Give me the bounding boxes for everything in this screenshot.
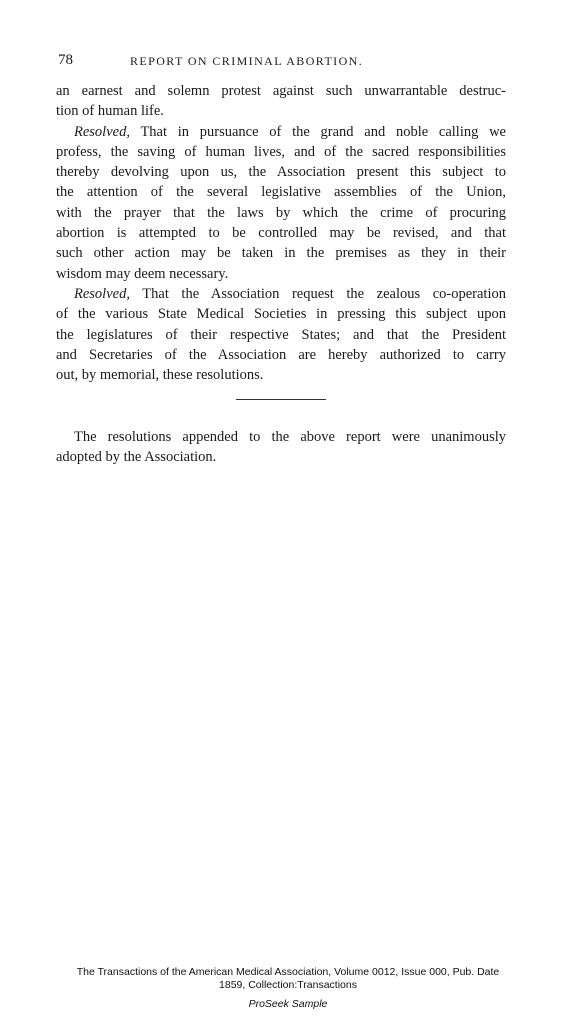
- text-fragment: That the Association request the zealous co-operation: [129, 285, 506, 302]
- text-line: with the prayer that the laws by which the crime of procuring: [56, 204, 506, 221]
- text-line: and Secretaries of the Association are hereby authorized to carry: [56, 346, 506, 363]
- text-fragment: That in pursuance of the grand and noble calling we: [129, 123, 506, 140]
- text-line: [56, 122, 506, 142]
- resolved-lead: Resolved,: [74, 285, 130, 302]
- text-line: [56, 284, 506, 304]
- text-line: of the various State Medical Societies in pressing this subject upon: [56, 306, 506, 323]
- text-line: adopted by the Association.: [56, 449, 217, 466]
- closing-paragraph: [56, 427, 506, 468]
- citation-footer: [40, 966, 536, 992]
- text-line: the legislatures of their respective States; and that the President: [56, 326, 506, 343]
- citation-line: 1859, Collection:Transactions: [219, 979, 357, 991]
- text-line: The resolutions appended to the above report were unanimously: [74, 429, 506, 445]
- text-line: thereby devolving upon us, the Association present this subject to: [56, 164, 506, 181]
- paragraph-resolution-1: [56, 122, 506, 284]
- page-header: [58, 52, 506, 72]
- report-body: [56, 81, 506, 385]
- text-line: profess, the saving of human lives, and of the sacred responsibilities: [56, 143, 506, 160]
- paragraph-protest: [56, 81, 506, 122]
- text-line: tion of human life.: [56, 103, 164, 120]
- text-line: wisdom may deem necessary.: [56, 265, 229, 282]
- sample-watermark: ProSeek Sample: [248, 998, 328, 1010]
- citation-line: The Transactions of the American Medical Association, Volume 0012, Issue 000, Pub. Date: [76, 966, 500, 978]
- text-line: abortion is attempted to be controlled may be revised, and that: [56, 225, 506, 242]
- text-line: such other action may be taken in the premises as they in their: [56, 245, 506, 262]
- text-line: out, by memorial, these resolutions.: [56, 367, 264, 384]
- paragraph-resolution-2: [56, 284, 506, 385]
- running-head: REPORT ON CRIMINAL ABORTION.: [130, 54, 364, 68]
- resolved-lead: Resolved,: [74, 123, 130, 140]
- text-line: the attention of the several legislative assemblies of the Union,: [56, 184, 506, 201]
- section-divider: [236, 399, 326, 400]
- page-number: 78: [58, 52, 73, 68]
- text-line: an earnest and solemn protest against such unwarrantable destruc-: [56, 83, 506, 99]
